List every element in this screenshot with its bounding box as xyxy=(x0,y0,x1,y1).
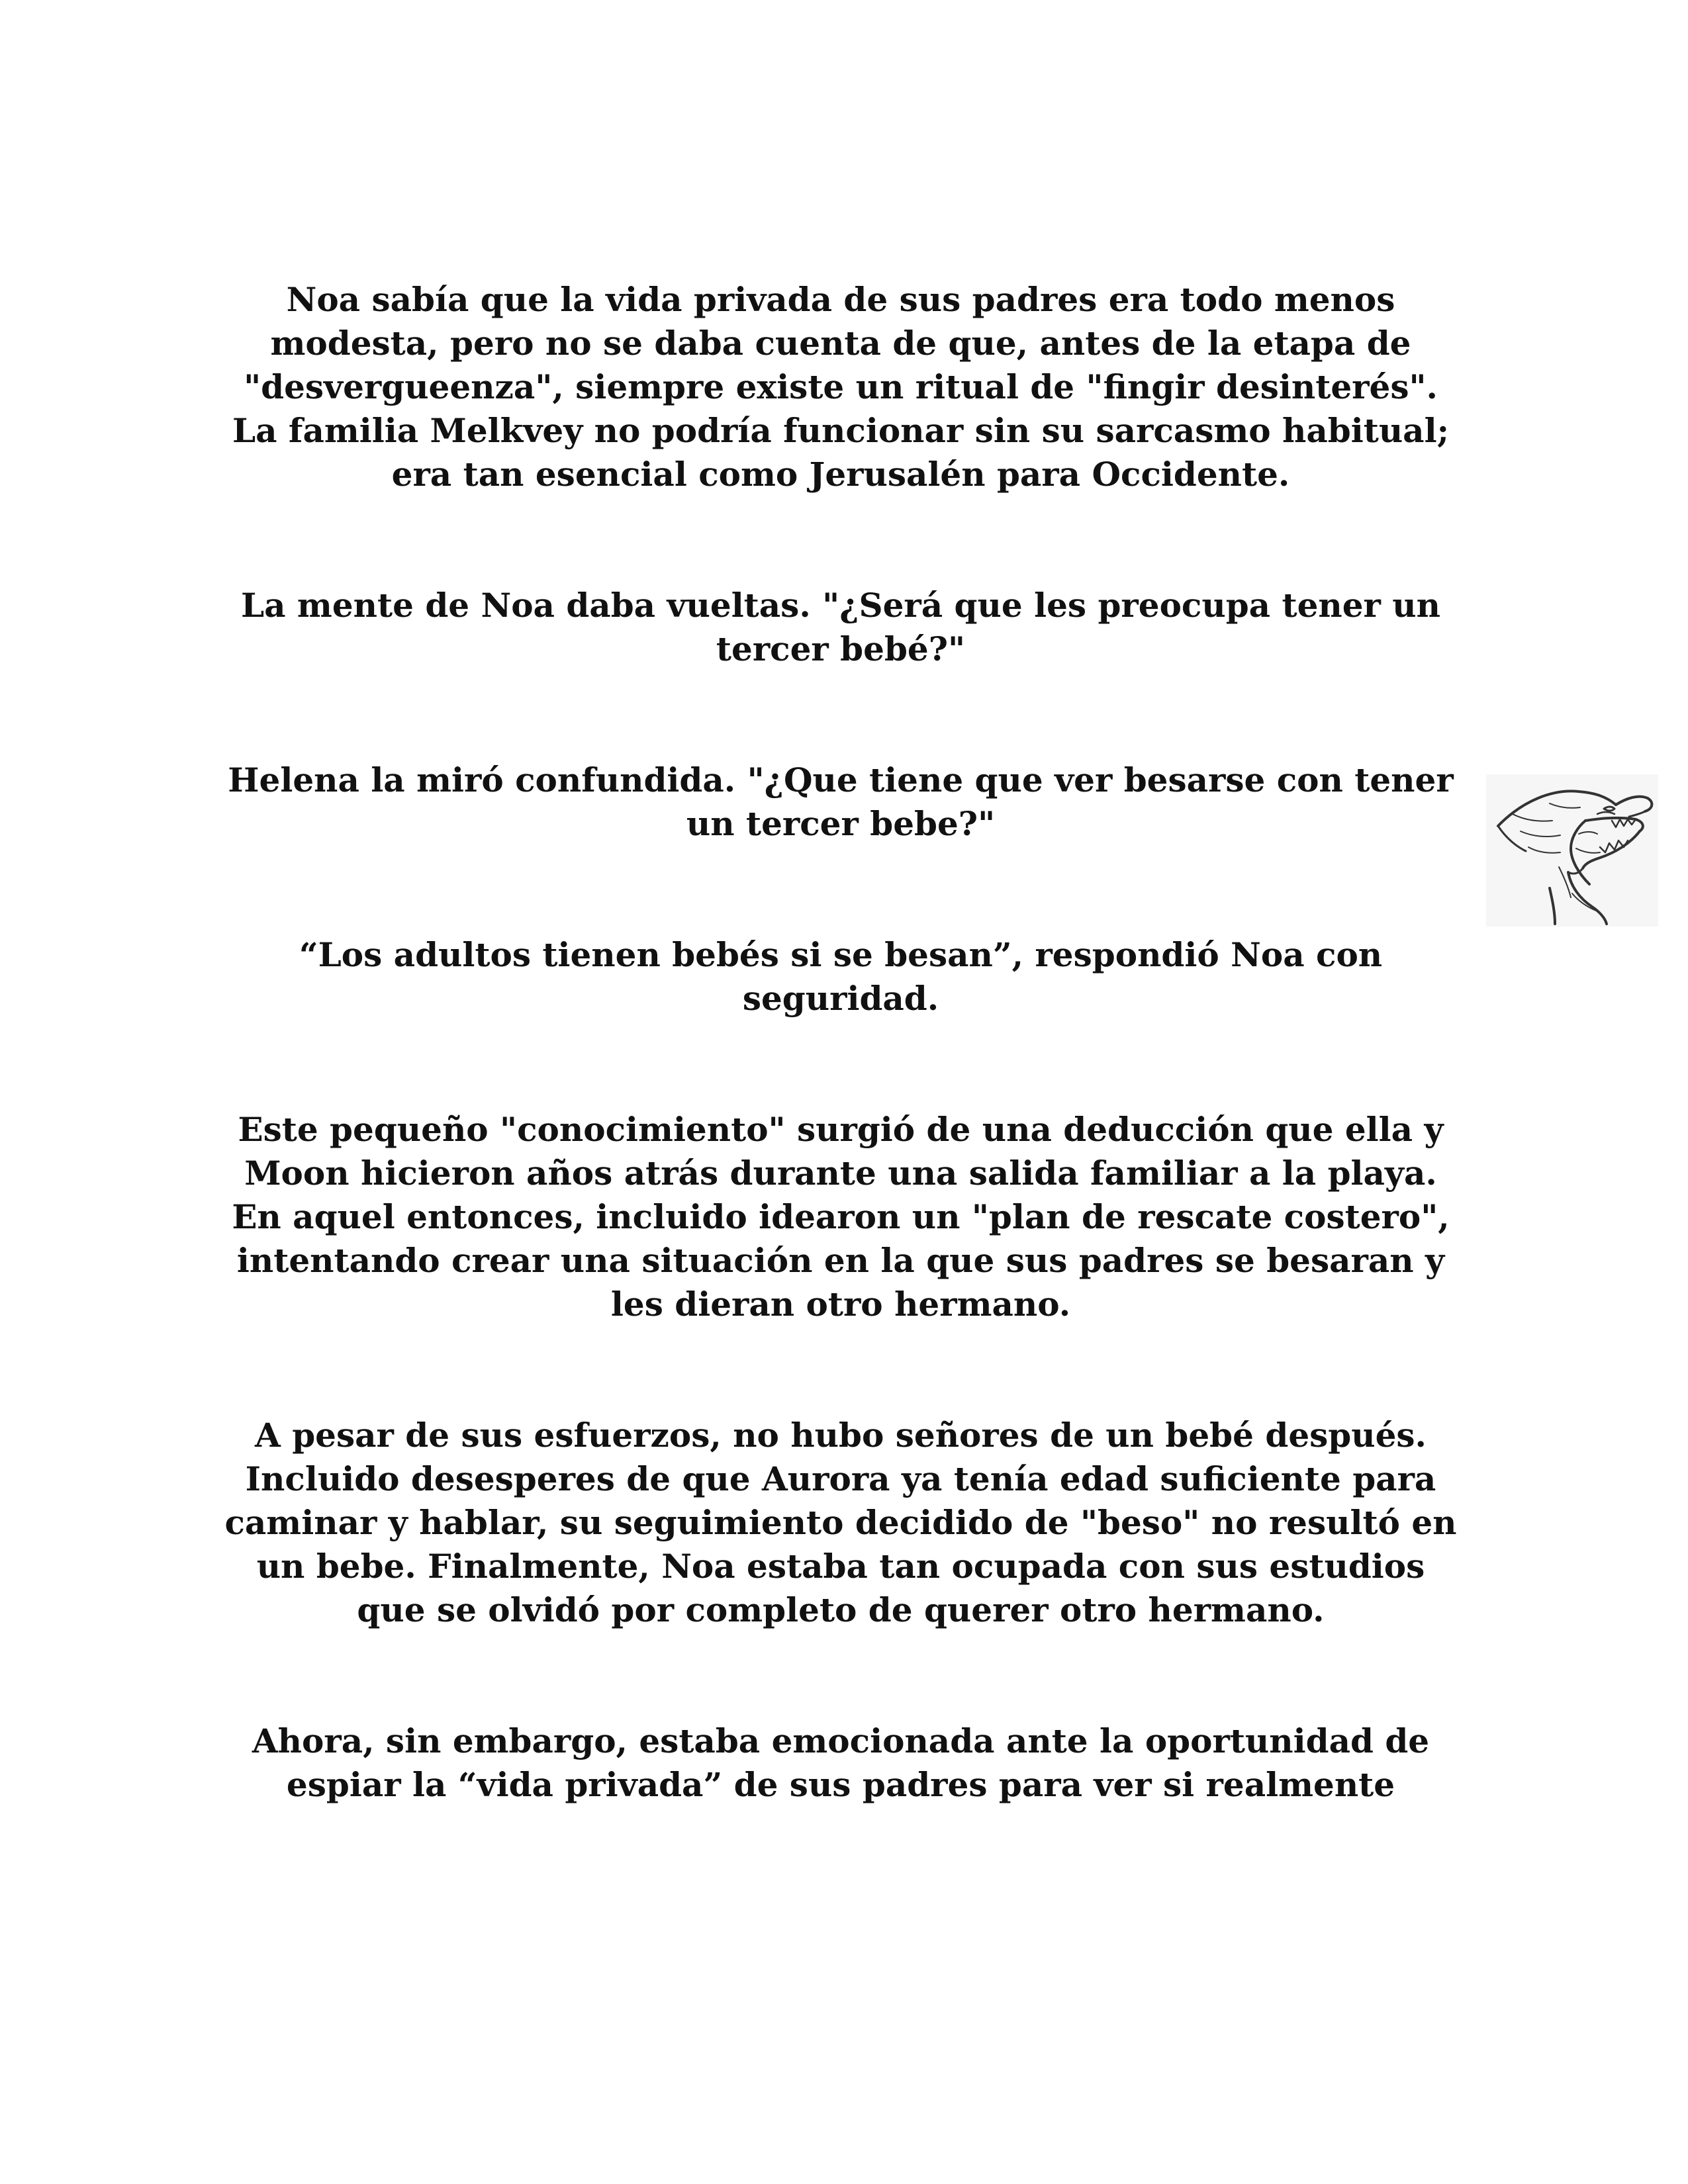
story-text xyxy=(218,278,1463,1807)
paragraph-1: Noa sabía que la vida privada de sus padres era todo menos modesta, pero no se daba cuenta de que, antes de la etapa de "desvergueenza", siempre existe un ritual de "fingir desinterés". La familia Melkvey no podría funcionar sin su sarcasmo habitual; era tan esencial como Jerusalén para Occidente. xyxy=(232,280,1450,494)
paragraph-7: Ahora, sin embargo, estaba emocionada ante la oportunidad de espiar la “vida privada” de sus padres para ver si realmente xyxy=(252,1721,1430,1804)
paragraph-4: “Los adultos tienen bebés si se besan”, respondió Noa con seguridad. xyxy=(299,935,1383,1018)
paragraph-2: La mente de Noa daba vueltas. "¿Será que les preocupa tener un tercer bebé?" xyxy=(240,586,1441,668)
dinosaur-head-sketch-icon xyxy=(1486,774,1658,927)
paragraph-5: Este pequeño "conocimiento" surgió de una deducción que ella y Moon hicieron años atrás durante una salida familiar a la playa. En aquel entonces, incluido idearon un "plan de rescate costero", intentando crear una situación en la que sus padres se besaran y les dieran otro hermano. xyxy=(232,1110,1450,1324)
paragraph-6: A pesar de sus esfuerzos, no hubo señores de un bebé después. Incluido desesperes de que Aurora ya tenía edad suficiente para caminar y hablar, su seguimiento decidido de "beso" no resultó en un bebe. Finalmente, Noa estaba tan ocupada con sus estudios que se olvidó por completo de querer otro hermano. xyxy=(224,1416,1457,1629)
paragraph-3: Helena la miró confundida. "¿Que tiene que ver besarse con tener un tercer bebe?" xyxy=(228,760,1454,843)
